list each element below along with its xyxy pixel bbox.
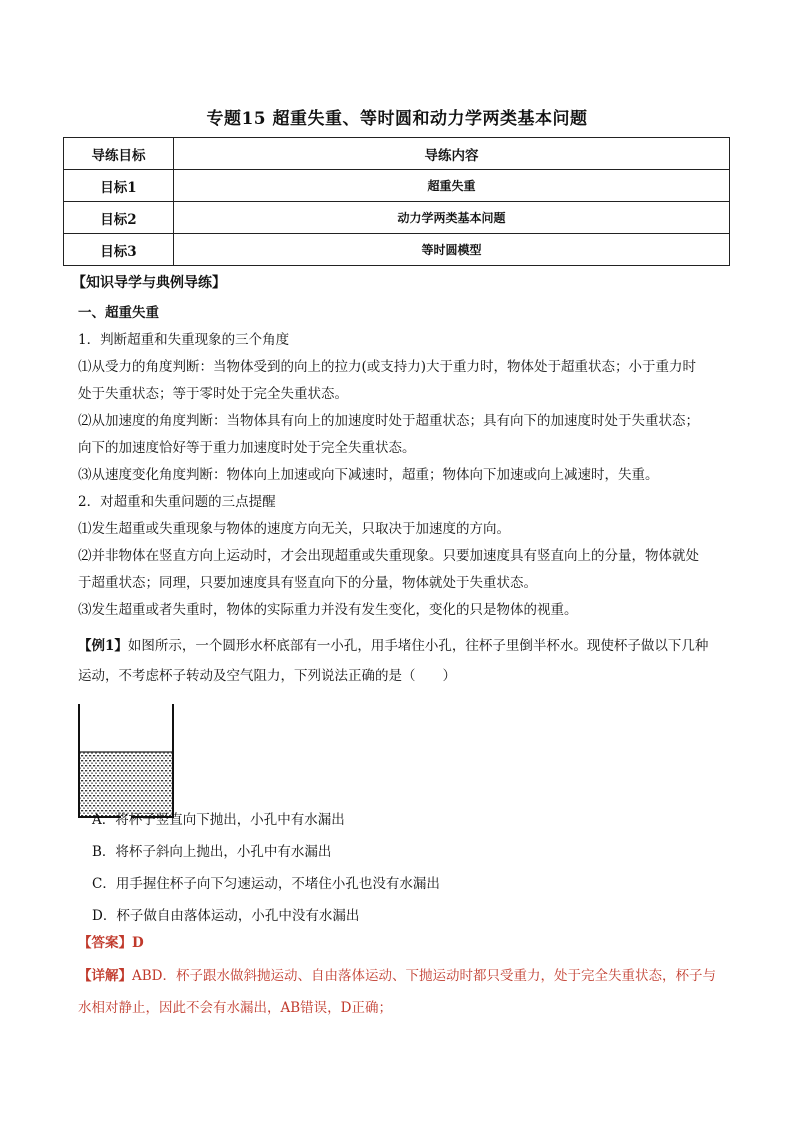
- cup-figure: [77, 704, 175, 820]
- table-cell-content: 动力学两类基本问题: [174, 202, 730, 234]
- table-row: [64, 202, 730, 234]
- answer-line: [78, 933, 144, 953]
- option-d: D．杯子做自由落体运动，小孔中没有水漏出: [92, 908, 360, 924]
- table-header-goal: 导练目标: [64, 138, 174, 170]
- detail-text: ABD．杯子跟水做斜抛运动、自由落体运动、下抛运动时都只受重力，处于完全失重状态，杯子与: [132, 968, 716, 984]
- table-header-row: [64, 138, 730, 170]
- part-title: 一、超重失重: [78, 305, 159, 321]
- example-line: [78, 636, 708, 656]
- table-cell-content: 超重失重: [174, 170, 730, 202]
- detail-line: 水相对静止，因此不会有水漏出，AB错误，D正确；: [78, 1000, 392, 1016]
- detail-label: 【详解】: [78, 968, 132, 984]
- paragraph-line: ⑶发生超重或者失重时，物体的实际重力并没有发生变化，变化的只是物体的视重。: [78, 602, 578, 618]
- example-label: 【例1】: [78, 638, 128, 654]
- goals-table: [63, 137, 730, 266]
- example-text: 如图所示，一个圆形水杯底部有一小孔，用手堵住小孔，往杯子里倒半杯水。现使杯子做以下几种: [127, 638, 709, 654]
- table-cell-goal: 目标2: [64, 202, 174, 234]
- paragraph-line: ⑴发生超重或失重现象与物体的速度方向无关，只取决于加速度的方向。: [78, 521, 510, 537]
- table-row: [64, 170, 730, 202]
- table-cell-goal: 目标1: [64, 170, 174, 202]
- paragraph-line: ⑶从速度变化角度判断：物体向上加速或向下减速时，超重；物体向下加速或向上减速时，失重。: [78, 467, 659, 483]
- paragraph-line: ⑴从受力的角度判断：当物体受到的向上的拉力(或支持力)大于重力时，物体处于超重状态；小于重力时: [78, 359, 697, 375]
- table-cell-goal: 目标3: [64, 234, 174, 266]
- paragraph-line: 向下的加速度恰好等于重力加速度时处于完全失重状态。: [78, 440, 416, 456]
- subheading: 2．对超重和失重问题的三点提醒: [78, 494, 276, 510]
- paragraph-line: ⑵从加速度的角度判断：当物体具有向上的加速度时处于超重状态；具有向下的加速度时处于失重状态；: [78, 413, 699, 429]
- answer-value: D: [132, 935, 144, 951]
- subheading: 1．判断超重和失重现象的三个角度: [78, 332, 290, 348]
- table-cell-content: 等时圆模型: [174, 234, 730, 266]
- paragraph-line: 于超重状态；同理，只要加速度具有竖直向下的分量，物体就处于失重状态。: [78, 575, 537, 591]
- example-line: 运动，不考虑杯子转动及空气阻力，下列说法正确的是（ ）: [78, 668, 456, 684]
- option-b: B．将杯子斜向上抛出，小孔中有水漏出: [92, 844, 332, 860]
- answer-label: 【答案】: [78, 935, 132, 951]
- option-a: A．将杯子竖直向下抛出，小孔中有水漏出: [92, 812, 345, 828]
- page-title: 专题15 超重失重、等时圆和动力学两类基本问题: [206, 109, 588, 129]
- option-c: C．用手握住杯子向下匀速运动，不堵住小孔也没有水漏出: [92, 876, 440, 892]
- section-header: 【知识导学与典例导练】: [72, 275, 226, 291]
- table-row: [64, 234, 730, 266]
- paragraph-line: ⑵并非物体在竖直方向上运动时，才会出现超重或失重现象。只要加速度具有竖直向上的分量，物体就处: [78, 548, 699, 564]
- detail-line: [78, 966, 716, 986]
- paragraph-line: 处于失重状态；等于零时处于完全失重状态。: [78, 386, 348, 402]
- table-header-content: 导练内容: [174, 138, 730, 170]
